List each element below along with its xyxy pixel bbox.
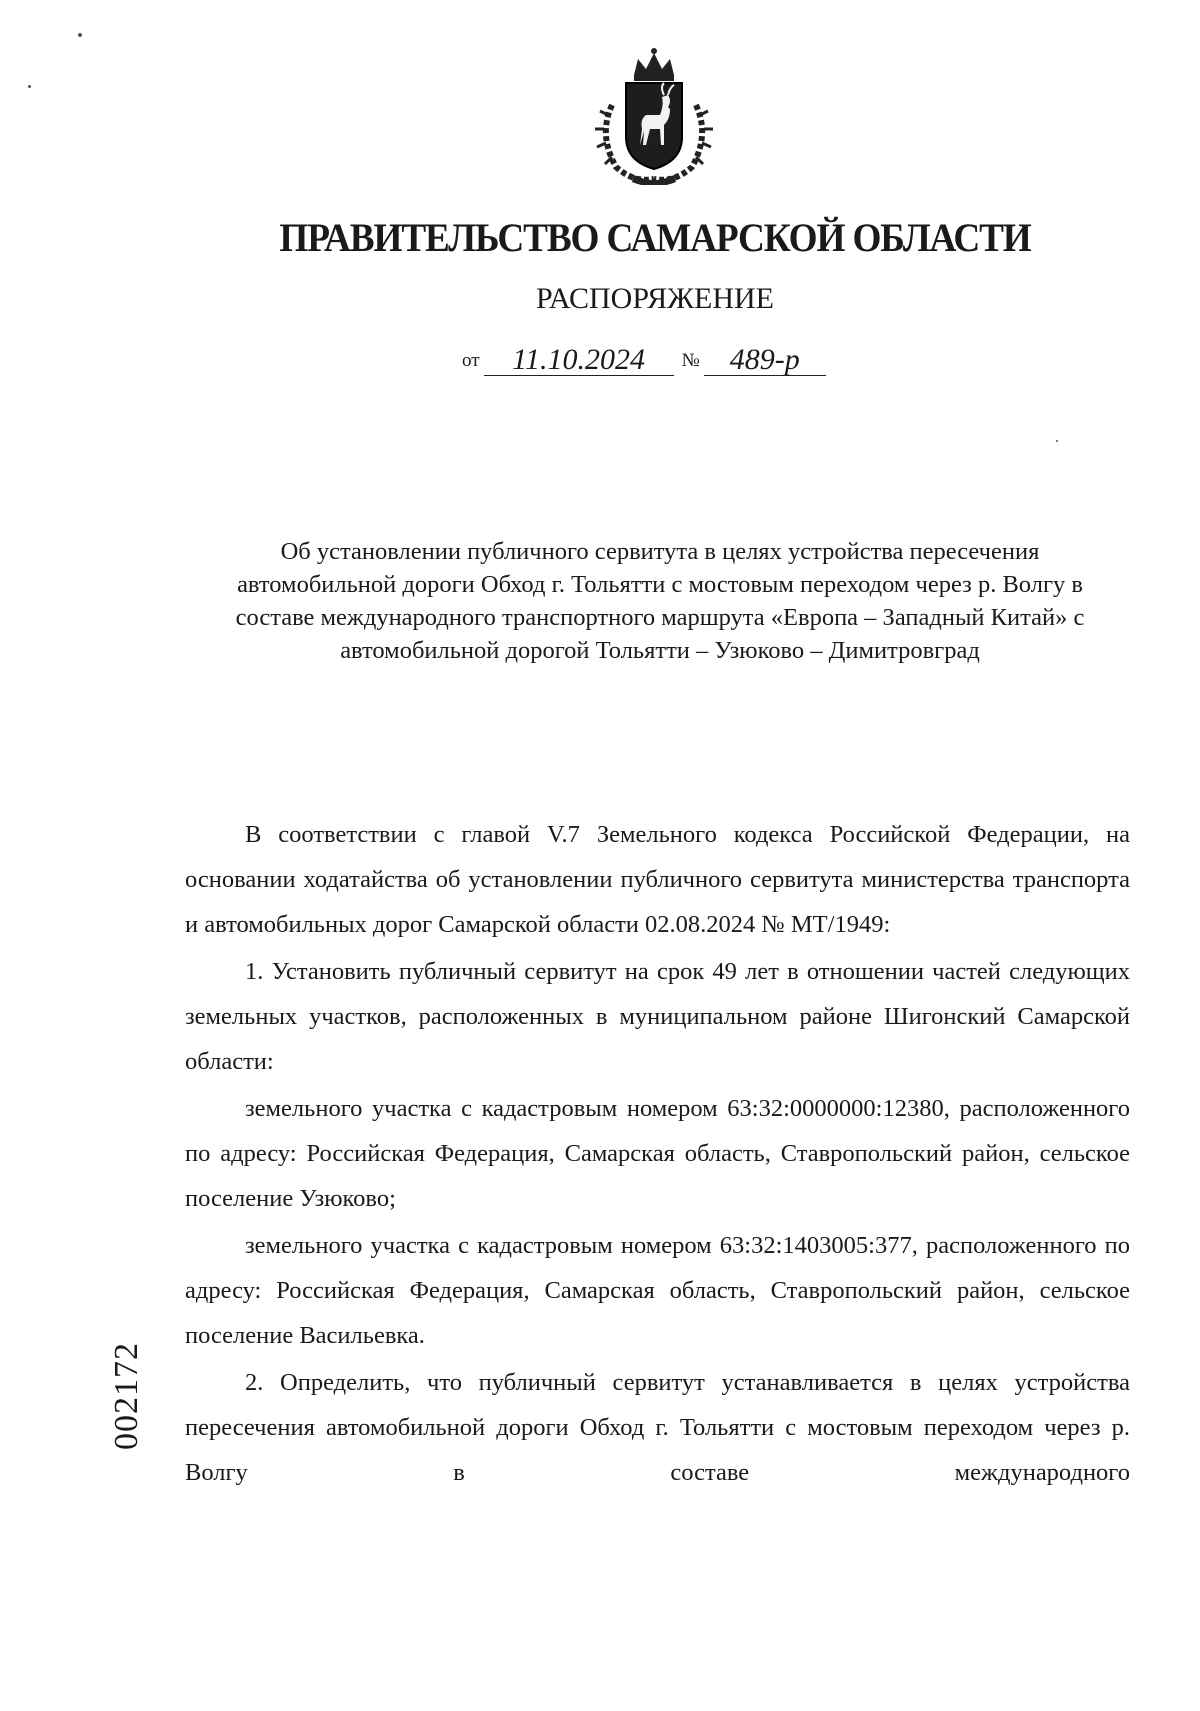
paragraph-plot-1: земельного участка с кадастровым номером 63:32:0000000:12380, расположенного по адресу: Российская Федерация, Самарская область, Ставропольский район, сельское поселение Узюково; <box>185 1095 1130 1212</box>
document-type: РАСПОРЯЖЕНИЕ <box>535 282 775 315</box>
government-title: ПРАВИТЕЛЬСТВО САМАРСКОЙ ОБЛАСТИ <box>279 215 1031 260</box>
paragraph-plot-2: земельного участка с кадастровым номером 63:32:1403005:377, расположенного по адресу: Российская Федерация, Самарская область, Ставропольский район, сельское поселение Васильевка. <box>185 1232 1130 1349</box>
date-number-line <box>462 345 826 376</box>
handwritten-number: 489-р <box>704 345 826 376</box>
document-body <box>185 812 1130 1495</box>
paragraph-preamble: В соответствии с главой V.7 Земельного кодекса Российской Федерации, на основании ходатайства об установлении публичного сервитута министерства транспорта и автомобильных дорог Самарской области 02.08.2024 № МТ/1949: <box>185 821 1130 938</box>
date-prefix: от <box>462 350 480 371</box>
scan-speck <box>1056 440 1058 442</box>
scan-speck <box>78 33 82 37</box>
scan-speck <box>28 85 31 88</box>
document-subject: Об установлении публичного сервитута в целях устройства пересечения автомобильной дороги Обход г. Тольятти с мостовым переходом через р. Волгу в составе международного транспортного маршрута «Европа – Западный Китай» с автомобильной дорогой Тольятти – Узюково – Димитровград <box>235 538 1085 664</box>
side-serial-number: 002172 <box>108 1342 145 1450</box>
number-prefix: № <box>681 350 700 371</box>
handwritten-date: 11.10.2024 <box>484 345 674 376</box>
paragraph-item-1: 1. Установить публичный сервитут на срок 49 лет в отношении частей следующих земельных участков, расположенных в муниципальном районе Шигонский Самарской области: <box>185 958 1130 1075</box>
coat-of-arms-emblem <box>590 45 718 185</box>
paragraph-item-2: 2. Определить, что публичный сервитут устанавливается в целях устройства пересечения автомобильной дороги Обход г. Тольятти с мостовым переходом через р. Волгу в составе международного <box>185 1369 1130 1486</box>
